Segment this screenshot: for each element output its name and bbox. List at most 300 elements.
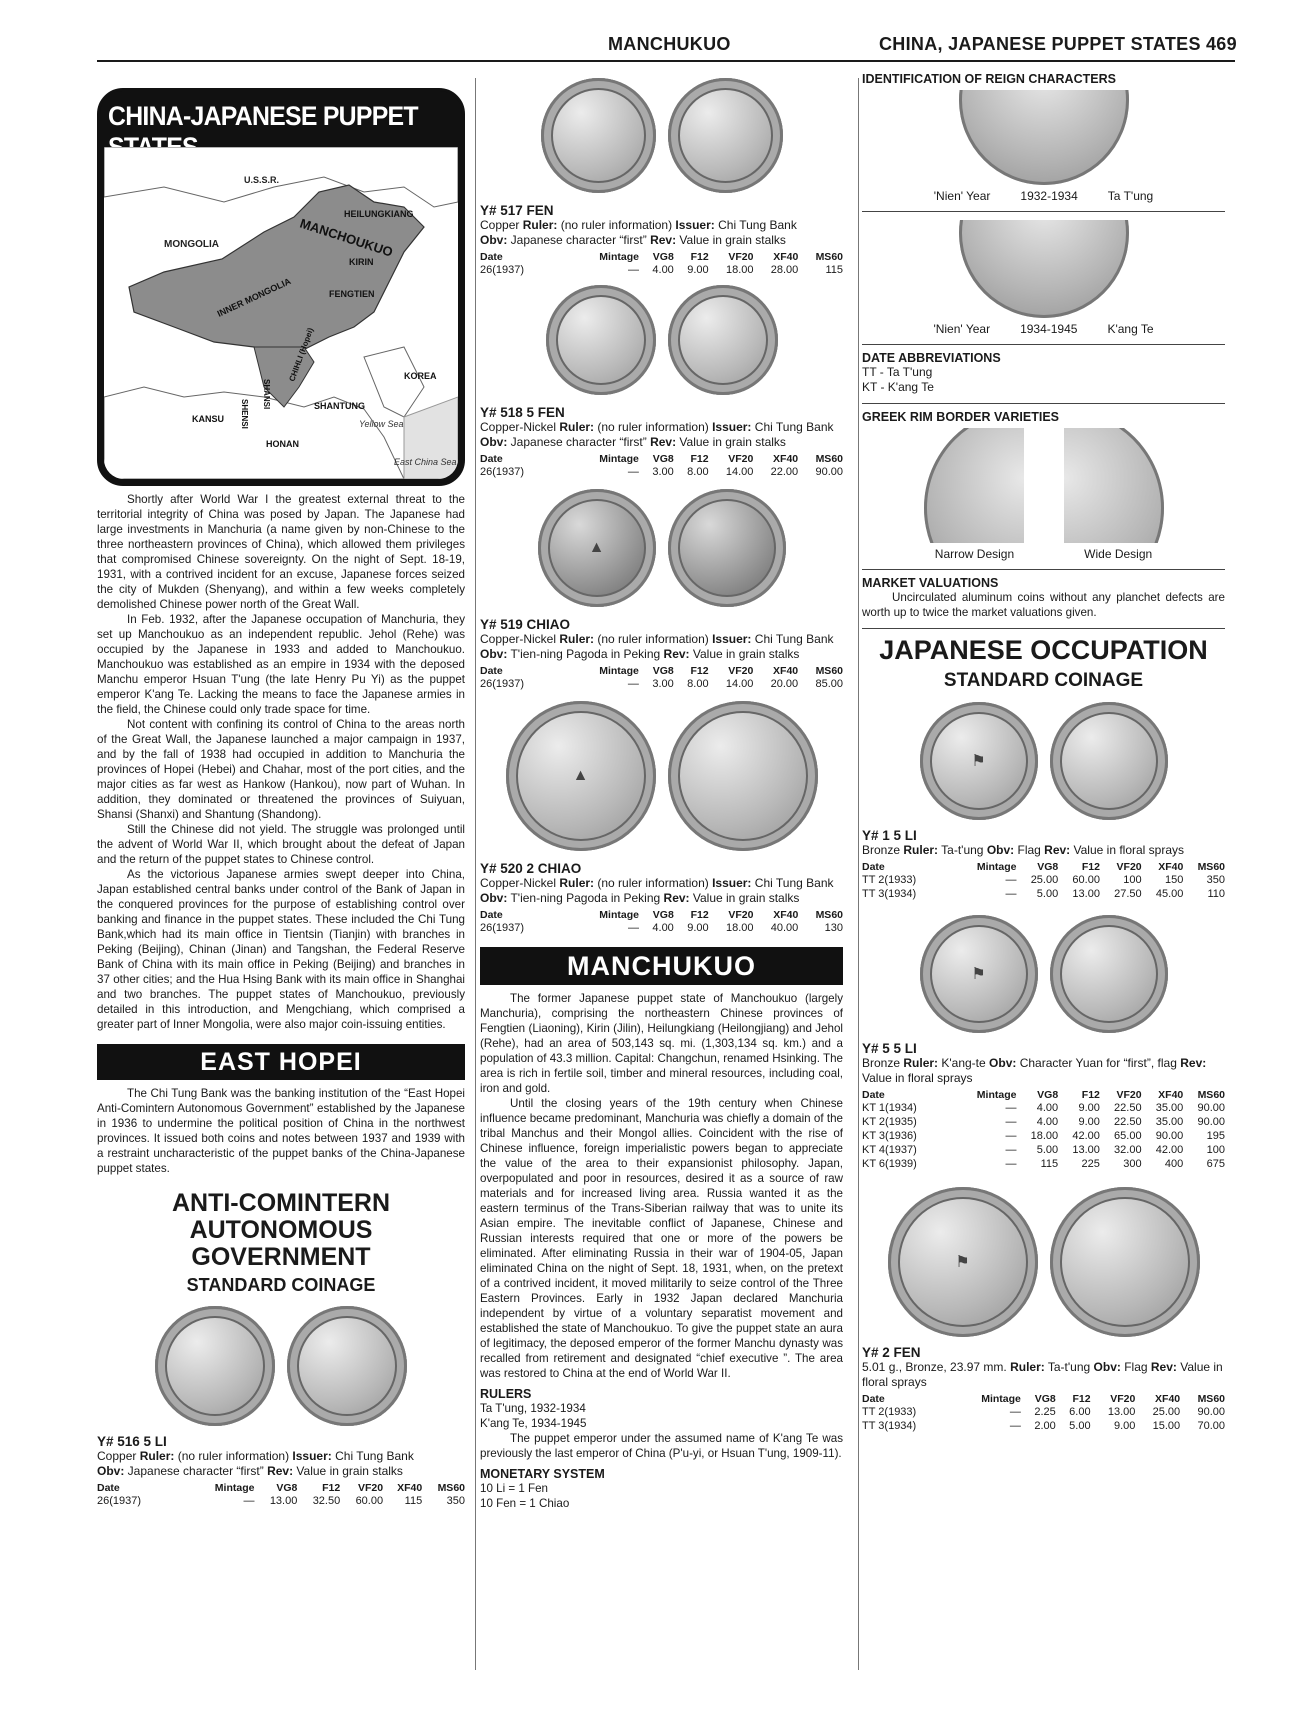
coin-title: Y# 516 5 LI: [97, 1434, 167, 1449]
column-header: Mintage: [976, 861, 1017, 873]
column-header: XF40: [397, 1482, 423, 1494]
column-header: MS60: [1197, 861, 1225, 873]
table-row: [862, 887, 1225, 901]
intro-paragraph: In Feb. 1932, after the Japanese occupation of Manchuria, they set up Manchoukuo as an independent republic. Jehol (Rehe) was occupied by the Japanese in 1933 and added to Manchoukuo. Manchoukuo was established as an empire in 1934 with the deposed Manchu emperor Hsuan T'ung (the late Henry Pu Yi) as the puppet emperor K'ang Te. Lacking the means to face the Japanese armies in the field, the Chinese could only trade space for time.: [97, 613, 465, 716]
obverse-label: Obv:: [97, 1464, 125, 1478]
price-table: [480, 665, 843, 691]
coin-description: [480, 876, 843, 906]
column-header: XF40: [773, 453, 799, 465]
table-cell: 18.00: [1030, 1130, 1059, 1142]
east-hopei-banner: EAST HOPEI: [97, 1044, 465, 1080]
table-row: [862, 1115, 1225, 1129]
column-header: MS60: [815, 251, 843, 263]
middle-column: [480, 78, 843, 1511]
greek-rim-images: [862, 428, 1225, 543]
table-cell: 350: [1206, 874, 1225, 886]
column-header: VG8: [652, 665, 674, 677]
column-header: VG8: [1034, 1393, 1056, 1405]
coin-reverse-image: [1050, 702, 1168, 820]
price-table: [480, 909, 843, 935]
price-table: [480, 453, 843, 479]
price-table: [480, 251, 843, 277]
table-cell: —: [1005, 1130, 1017, 1142]
map-label-shensi: SHENSI: [240, 399, 249, 429]
table-cell: 42.00: [1155, 1144, 1184, 1156]
caption-years: 1934-1945: [1020, 322, 1078, 336]
running-head-center: MANCHUKUO: [608, 34, 731, 54]
map-label-yellow-sea: Yellow Sea: [359, 419, 404, 429]
caption-narrow-design: Narrow Design: [934, 547, 1015, 561]
issuer-label: Issuer:: [712, 876, 752, 890]
coin-obverse-image: [155, 1306, 275, 1426]
table-cell: 26(1937): [480, 922, 525, 934]
column-header: XF40: [773, 251, 799, 263]
coin-title: Y# 2 FEN: [862, 1345, 921, 1360]
column-header: VG8: [276, 1482, 298, 1494]
column-header: XF40: [773, 665, 799, 677]
column-header: Date: [480, 909, 503, 921]
table-cell: 115: [1040, 1158, 1059, 1170]
coin-metal: 5.01 g., Bronze, 23.97 mm.: [862, 1360, 1011, 1374]
table-cell: 26(1937): [480, 264, 525, 276]
column-header: XF40: [1158, 861, 1184, 873]
japanese-occupation-subtitle: STANDARD COINAGE: [943, 670, 1144, 691]
column-divider-2: [858, 78, 859, 1670]
ruler-value: (no ruler information): [594, 420, 713, 434]
manchukuo-paragraph: Until the closing years of the 19th century when Chinese influence became predominant, Manchuria was chiefly a domain of the tribal Manchus and their Mongol allies. Coincident with the rise of Chinese influence, foreign imperialistic powers began to appreciate the value of the area to their expansionist philosophy. Japan, overpopulated and poor in resources, desired it as a source of raw materials and for increased living area. Russia wanted it as the eastern terminus of the Trans-Siberian railway that was to unite its Asian empire. The inevitable conflict of Japanese, Chinese and Russian interests required that one or more of the powers be eliminated. After eliminating Russia in their war of 1904-05, Japan eliminated China on the night of Sept. 18, 1931, when, on the pretext of a contrived incident, it moved militarily to seize control of the Three Eastern Provinces. Early in 1932 Japan declared Manchuria independent by virtue of a voluntary separatist movement and established the state of Manchoukuo. To give the puppet state an aura of legitimacy, the deposed emperor of the former Manchu dynasty was recalled from retirement and designated “chief executive ”. The area was restored to China at the end of World War II.: [480, 1097, 843, 1380]
obverse-label: Obv:: [480, 891, 508, 905]
coin-listing-y2: [862, 1345, 1225, 1433]
obverse-value: Flag: [1120, 1360, 1151, 1374]
intro-paragraph: Still the Chinese did not yield. The struggle was prolonged until the advent of World War II, which brought about the defeat of Japan and the return of the puppet states to Chinese control.: [97, 823, 465, 866]
coin-obverse-image: [888, 1187, 1038, 1337]
table-cell: 45.00: [1155, 888, 1184, 900]
issuer-value: Chi Tung Bank: [331, 1449, 414, 1463]
intro-paragraph: Not content with confining its control of China to the areas north of the Great Wall, the Japanese launched a major campaign in 1937, and by the fall of 1938 had occupied in addition to Manchuria the provinces of Hopei (Hebei) and Chahar, most of the port cities, and the major cities as far west as Hankow (Hankou), now part of Wuhan. In addition, they dominated or threatened the provinces of Suiyuan, Shansi (Shanxi) and Shantung (Shandong).: [97, 718, 465, 821]
price-table-header: [480, 453, 843, 465]
table-cell: 32.00: [1114, 1144, 1142, 1156]
column-header: Mintage: [599, 453, 639, 465]
table-row: [480, 677, 843, 691]
column-header: MS60: [815, 453, 843, 465]
east-hopei-paragraph: The Chi Tung Bank was the banking institution of the “East Hopei Anti-Comintern Autonomous Government” established by the Japanese in 1936 to undermine the political position of China in the northwest provinces. It issued both coins and notes between 1937 and 1939 with a restraint uncharacteristic of the puppet banks of the China-Japanese puppet states.: [97, 1087, 465, 1175]
reverse-value: Value in floral sprays: [862, 1360, 1223, 1389]
table-cell: 2.00: [1034, 1420, 1056, 1432]
intro-text: [97, 492, 465, 1032]
manchukuo-paragraph: The former Japanese puppet state of Manchoukuo (largely Manchuria), comprising the northeastern Chinese provinces of Fengtien (Liaoning), Kirin (Jilin), Heilungkiang (Heilongjiang) and Jehol (Rehe), had an area of 503,143 sq. mi. (1,303,134 sq. km.) and a population of 43.3 million. Capital: Changchun, renamed Hsinking. The area is rich in fertile soil, timber and mineral resources, including coal, iron and gold.: [480, 992, 843, 1095]
table-cell: —: [627, 466, 639, 478]
coin-images-y519: [480, 489, 843, 607]
table-cell: 28.00: [770, 264, 799, 276]
map-title: CHINA-JAPANESE PUPPET: [108, 101, 418, 131]
table-cell: 90.00: [1197, 1406, 1225, 1418]
column-header: MS60: [815, 665, 843, 677]
reverse-value: Value in floral sprays: [862, 1071, 973, 1085]
ruler-label: Ruler:: [903, 1056, 939, 1070]
map-illustration: [104, 147, 458, 479]
table-cell: 18.00: [725, 922, 754, 934]
column-header: XF40: [1155, 1393, 1181, 1405]
coin-images-y517: [480, 78, 843, 193]
coin-images-y518: [480, 285, 843, 395]
ruler-label: Ruler:: [522, 218, 558, 232]
table-cell: 22.50: [1114, 1102, 1142, 1114]
coin-obverse-image: [506, 701, 656, 851]
table-cell: 22.00: [770, 466, 799, 478]
column-header: VF20: [1116, 861, 1142, 873]
table-cell: 115: [404, 1495, 423, 1507]
table-cell: 40.00: [770, 922, 799, 934]
caption-reign: Ta T'ung: [1107, 189, 1154, 203]
table-cell: 90.00: [1155, 1130, 1184, 1142]
column-header: Date: [862, 861, 885, 873]
reverse-label: Rev:: [663, 647, 690, 661]
column-header: F12: [1072, 1393, 1091, 1405]
table-cell: —: [243, 1495, 255, 1507]
coin-metal: Copper: [97, 1449, 140, 1463]
column-header: VF20: [728, 665, 754, 677]
reverse-label: Rev:: [650, 233, 677, 247]
coin-listing-y1: [862, 828, 1225, 901]
reverse-label: Rev:: [1150, 1360, 1177, 1374]
table-cell: —: [1005, 888, 1017, 900]
column-header: F12: [690, 453, 709, 465]
pagoda-icon: ▲: [588, 539, 605, 556]
map-label-chihli: CHIHLI (Hopei): [287, 326, 316, 383]
coin-title: Y# 1 5 LI: [862, 828, 917, 843]
column-header: F12: [690, 251, 709, 263]
market-valuations-paragraph: Uncirculated aluminum coins without any planchet defects are worth up to twice the market valuations given.: [862, 591, 1225, 619]
coin-reverse-image: [668, 701, 818, 851]
table-cell: 9.00: [1078, 1116, 1100, 1128]
coin-reverse-image: [668, 285, 778, 395]
column-header: VG8: [652, 251, 674, 263]
header-rule: [97, 60, 1235, 62]
column-header: MS60: [437, 1482, 465, 1494]
table-row: [862, 1419, 1225, 1433]
section-divider: [862, 569, 1225, 570]
date-abbreviation-entry: TT - Ta T'ung: [862, 365, 933, 379]
coin-metal: Bronze: [862, 1056, 904, 1070]
table-cell: —: [1005, 1102, 1017, 1114]
table-row: [862, 1143, 1225, 1157]
coin-reverse-image: [668, 489, 786, 607]
coin-metal: Copper-Nickel: [480, 876, 560, 890]
table-cell: —: [627, 922, 639, 934]
obverse-value: T'ien-ning Pagoda in Peking: [507, 647, 664, 661]
column-header: VF20: [1116, 1089, 1142, 1101]
table-cell: TT 3(1934): [862, 888, 917, 900]
table-cell: 13.00: [269, 1495, 298, 1507]
obverse-label: Obv:: [480, 647, 508, 661]
issuer-value: Chi Tung Bank: [751, 420, 834, 434]
table-cell: 20.00: [770, 678, 799, 690]
coin-images-y516: [97, 1306, 465, 1426]
column-header: Date: [480, 453, 503, 465]
narrow-design-image: [924, 428, 1024, 543]
coin-obverse-image: [920, 702, 1038, 820]
greek-rim-heading: GREEK RIM BORDER VARIETIES: [862, 410, 1060, 424]
table-row: [480, 921, 843, 935]
table-cell: 14.00: [725, 466, 754, 478]
table-cell: 25.00: [1152, 1406, 1181, 1418]
table-cell: TT 3(1934): [862, 1420, 917, 1432]
obverse-label: Obv:: [986, 843, 1015, 857]
map-label-kirin: KIRIN: [349, 257, 374, 267]
table-cell: 225: [1081, 1158, 1100, 1170]
price-table: [862, 861, 1225, 901]
coin-description: [862, 1360, 1225, 1390]
table-cell: —: [1005, 1144, 1017, 1156]
column-header: VG8: [652, 909, 674, 921]
table-cell: 5.00: [1069, 1420, 1091, 1432]
coin-reverse-image: [1050, 1187, 1200, 1337]
issuer-label: Issuer:: [712, 632, 752, 646]
table-cell: 675: [1206, 1158, 1225, 1170]
column-header: Date: [97, 1482, 120, 1494]
column-header: Date: [480, 251, 503, 263]
coin-reverse-image: [287, 1306, 407, 1426]
reverse-value: Value in grain stalks: [676, 435, 786, 449]
table-cell: 26(1937): [480, 466, 525, 478]
coin-obverse-image: [546, 285, 656, 395]
table-row: [480, 465, 843, 479]
reverse-label: Rev:: [650, 435, 677, 449]
caption-nien-year: 'Nien' Year: [933, 322, 991, 336]
caption-reign: K'ang Te: [1107, 322, 1154, 336]
rulers-note: The puppet emperor under the assumed name of K'ang Te was previously the last emperor of China (P'u-yi, or Hsuan T'ung, 1909-11).: [480, 1432, 843, 1460]
table-cell: 3.00: [652, 466, 674, 478]
table-cell: 65.00: [1114, 1130, 1142, 1142]
ruler-value: K'ang-te: [938, 1056, 990, 1070]
table-cell: 26(1937): [480, 678, 525, 690]
map-label-shansi: SHANSI: [262, 379, 271, 410]
coin-title: Y# 519 CHIAO: [480, 617, 571, 632]
column-header: VF20: [728, 251, 754, 263]
coin-listing-y517: [480, 203, 843, 277]
map-label-inner-mongolia: INNER MONGOLIA: [215, 275, 293, 319]
section-divider: [862, 628, 1225, 629]
table-cell: 130: [824, 922, 843, 934]
running-head-right: CHINA, JAPANESE PUPPET STATES: [879, 34, 1201, 54]
table-cell: 60.00: [355, 1495, 384, 1507]
coin-rim-image: [959, 220, 1129, 318]
table-cell: 115: [825, 264, 843, 276]
column-header: F12: [1081, 1089, 1100, 1101]
coin-images-y520: [480, 701, 843, 851]
section-divider: [862, 211, 1225, 212]
caption-years: 1932-1934: [1020, 189, 1078, 203]
market-valuations-text: [862, 590, 1225, 620]
acag-title: [97, 1190, 465, 1271]
table-row: [480, 263, 843, 277]
map-label-korea: KOREA: [404, 371, 437, 381]
column-header: VG8: [652, 453, 674, 465]
column-header: Mintage: [599, 251, 639, 263]
table-cell: 70.00: [1197, 1420, 1225, 1432]
intro-paragraph: Shortly after World War I the greatest external threat to the territorial integrity of China was posed by Japan. The Japanese had large investments in Manchuria (a name given by non-Chinese to the three northeastern provinces of China), which allowed them privileges that compromised Chinese sovereignty. On the night of Sept. 18-19, 1931, with a contrived incident for an excuse, Japanese forces seized the city of Mukden (Shenyang), and within a few weeks completely demolished Chinese power north of the Great Wall.: [97, 493, 465, 611]
ruler-entry: K'ang Te, 1934-1945: [480, 1417, 587, 1430]
column-header: Mintage: [599, 665, 639, 677]
obverse-value: Japanese character “first”: [124, 1464, 268, 1478]
ruler-value: (no ruler information): [174, 1449, 293, 1463]
table-cell: 35.00: [1155, 1102, 1184, 1114]
flag-icon: ⚑: [971, 966, 986, 983]
table-row: [862, 873, 1225, 887]
left-column: [97, 88, 465, 1508]
table-cell: —: [1005, 874, 1017, 886]
table-row: [862, 1405, 1225, 1419]
map-label-manchoukuo: MANCHOUKUO: [298, 215, 395, 260]
obverse-value: Japanese character “first”: [507, 233, 651, 247]
reign-ref-image-2: [862, 220, 1225, 318]
price-table: [862, 1393, 1225, 1433]
obverse-value: Character Yuan for “first”, flag: [1016, 1056, 1181, 1070]
reign-caption-1: [862, 189, 1225, 203]
wide-design-image: [1064, 428, 1164, 543]
column-header: VF20: [357, 1482, 384, 1494]
ruler-label: Ruler:: [139, 1449, 175, 1463]
price-table-header: [480, 251, 843, 263]
table-cell: 8.00: [687, 466, 709, 478]
obverse-value: Japanese character “first”: [507, 435, 651, 449]
table-cell: —: [1005, 1158, 1017, 1170]
obverse-value: T'ien-ning Pagoda in Peking: [507, 891, 664, 905]
table-cell: —: [1009, 1420, 1021, 1432]
flag-icon: ⚑: [971, 753, 986, 770]
caption-nien-year: 'Nien' Year: [933, 189, 991, 203]
map-label-ussr: U.S.S.R.: [244, 175, 280, 185]
date-abbreviation-entry: KT - K'ang Te: [862, 380, 934, 394]
column-header: Date: [862, 1089, 885, 1101]
reverse-value: Value in grain stalks: [676, 233, 786, 247]
coin-title: Y# 517 FEN: [480, 203, 554, 218]
ruler-label: Ruler:: [559, 632, 595, 646]
table-cell: 9.00: [1078, 1102, 1100, 1114]
column-header: MS60: [815, 909, 843, 921]
coin-title: Y# 518 5 FEN: [480, 405, 565, 420]
coin-reverse-image: [668, 78, 783, 193]
map-label-heilungkiang: HEILUNGKIANG: [344, 209, 414, 219]
reverse-label: Rev:: [663, 891, 690, 905]
table-cell: 90.00: [815, 466, 843, 478]
table-row: [97, 1494, 465, 1508]
table-cell: 150: [1165, 874, 1184, 886]
table-cell: 14.00: [725, 678, 754, 690]
obverse-label: Obv:: [989, 1056, 1017, 1070]
column-header: Mintage: [976, 1089, 1017, 1101]
column-header: XF40: [773, 909, 799, 921]
table-cell: 32.50: [312, 1495, 341, 1507]
coin-listing-y516: [97, 1434, 465, 1508]
table-cell: 85.00: [815, 678, 843, 690]
table-cell: 35.00: [1155, 1116, 1184, 1128]
table-cell: 18.00: [725, 264, 754, 276]
column-header: VF20: [728, 453, 754, 465]
price-table-header: [862, 1089, 1225, 1101]
date-abbreviations-heading: DATE ABBREVIATIONS: [862, 351, 1001, 365]
rulers-list: [480, 1401, 843, 1461]
ruler-value: Ta-t'ung: [1044, 1360, 1094, 1374]
coin-obverse-image: [541, 78, 656, 193]
price-table-header: [862, 1393, 1225, 1405]
price-table-header: [97, 1482, 465, 1494]
east-hopei-text: [97, 1086, 465, 1176]
coin-description: [862, 1056, 1225, 1086]
manchukuo-text: [480, 991, 843, 1381]
ruler-label: Ruler:: [1010, 1360, 1045, 1374]
coin-obverse-image: [920, 915, 1038, 1033]
column-header: MS60: [1197, 1089, 1225, 1101]
issuer-label: Issuer:: [675, 218, 715, 232]
section-divider: [862, 344, 1225, 345]
monetary-entry: 10 Fen = 1 Chiao: [480, 1497, 570, 1510]
ruler-value: (no ruler information): [594, 876, 713, 890]
manchukuo-banner: MANCHUKUO: [480, 947, 843, 985]
page-number: 469: [1206, 34, 1237, 54]
table-cell: 3.00: [652, 678, 674, 690]
table-row: [862, 1157, 1225, 1171]
column-header: F12: [690, 909, 709, 921]
coin-metal: Copper-Nickel: [480, 420, 560, 434]
column-header: Mintage: [214, 1482, 255, 1494]
table-cell: —: [627, 264, 639, 276]
coin-images-y5: [862, 915, 1225, 1033]
table-cell: 4.00: [1036, 1116, 1059, 1128]
table-cell: 13.00: [1072, 1144, 1100, 1156]
table-cell: 400: [1164, 1158, 1184, 1170]
coin-metal: Copper-Nickel: [480, 632, 560, 646]
reverse-value: Value in floral sprays: [1070, 843, 1185, 857]
coin-metal: Bronze: [862, 843, 904, 857]
coin-description: [480, 632, 843, 662]
table-cell: TT 2(1933): [862, 1406, 917, 1418]
table-cell: 2.25: [1034, 1406, 1056, 1418]
reverse-label: Rev:: [1180, 1056, 1207, 1070]
ruler-value: Ta-t'ung: [938, 843, 987, 857]
reverse-label: Rev:: [1044, 843, 1071, 857]
table-cell: 100: [1123, 874, 1142, 886]
map-label-fengtien: FENGTIEN: [329, 289, 375, 299]
table-cell: 15.00: [1152, 1420, 1181, 1432]
issuer-label: Issuer:: [712, 420, 752, 434]
acag-title-line: ANTI-COMINTERN: [171, 1189, 391, 1217]
table-cell: 8.00: [687, 678, 709, 690]
table-cell: 110: [1207, 888, 1225, 900]
monetary-entry: 10 Li = 1 Fen: [480, 1482, 549, 1495]
ruler-entry: Ta T'ung, 1932-1934: [480, 1402, 586, 1415]
reverse-value: Value in grain stalks: [689, 647, 800, 661]
column-header: MS60: [1197, 1393, 1225, 1405]
coin-listing-y519: [480, 617, 843, 691]
issuer-value: Chi Tung Bank: [751, 876, 834, 890]
price-table: [862, 1089, 1225, 1171]
map-label-shantung: SHANTUNG: [314, 401, 365, 411]
table-cell: KT 1(1934): [862, 1102, 917, 1114]
coin-listing-y520: [480, 861, 843, 935]
monetary-system-list: [480, 1481, 843, 1511]
obverse-label: Obv:: [480, 435, 508, 449]
table-cell: 4.00: [652, 922, 674, 934]
table-cell: KT 3(1936): [862, 1130, 917, 1142]
acag-title-line: AUTONOMOUS: [189, 1216, 373, 1244]
table-cell: KT 4(1937): [862, 1144, 917, 1156]
japanese-occupation-title: JAPANESE OCCUPATION: [879, 635, 1208, 665]
table-cell: 5.00: [1036, 888, 1059, 900]
coin-title: Y# 5 5 LI: [862, 1041, 917, 1056]
column-header: F12: [690, 665, 709, 677]
reverse-value: Value in grain stalks: [689, 891, 800, 905]
